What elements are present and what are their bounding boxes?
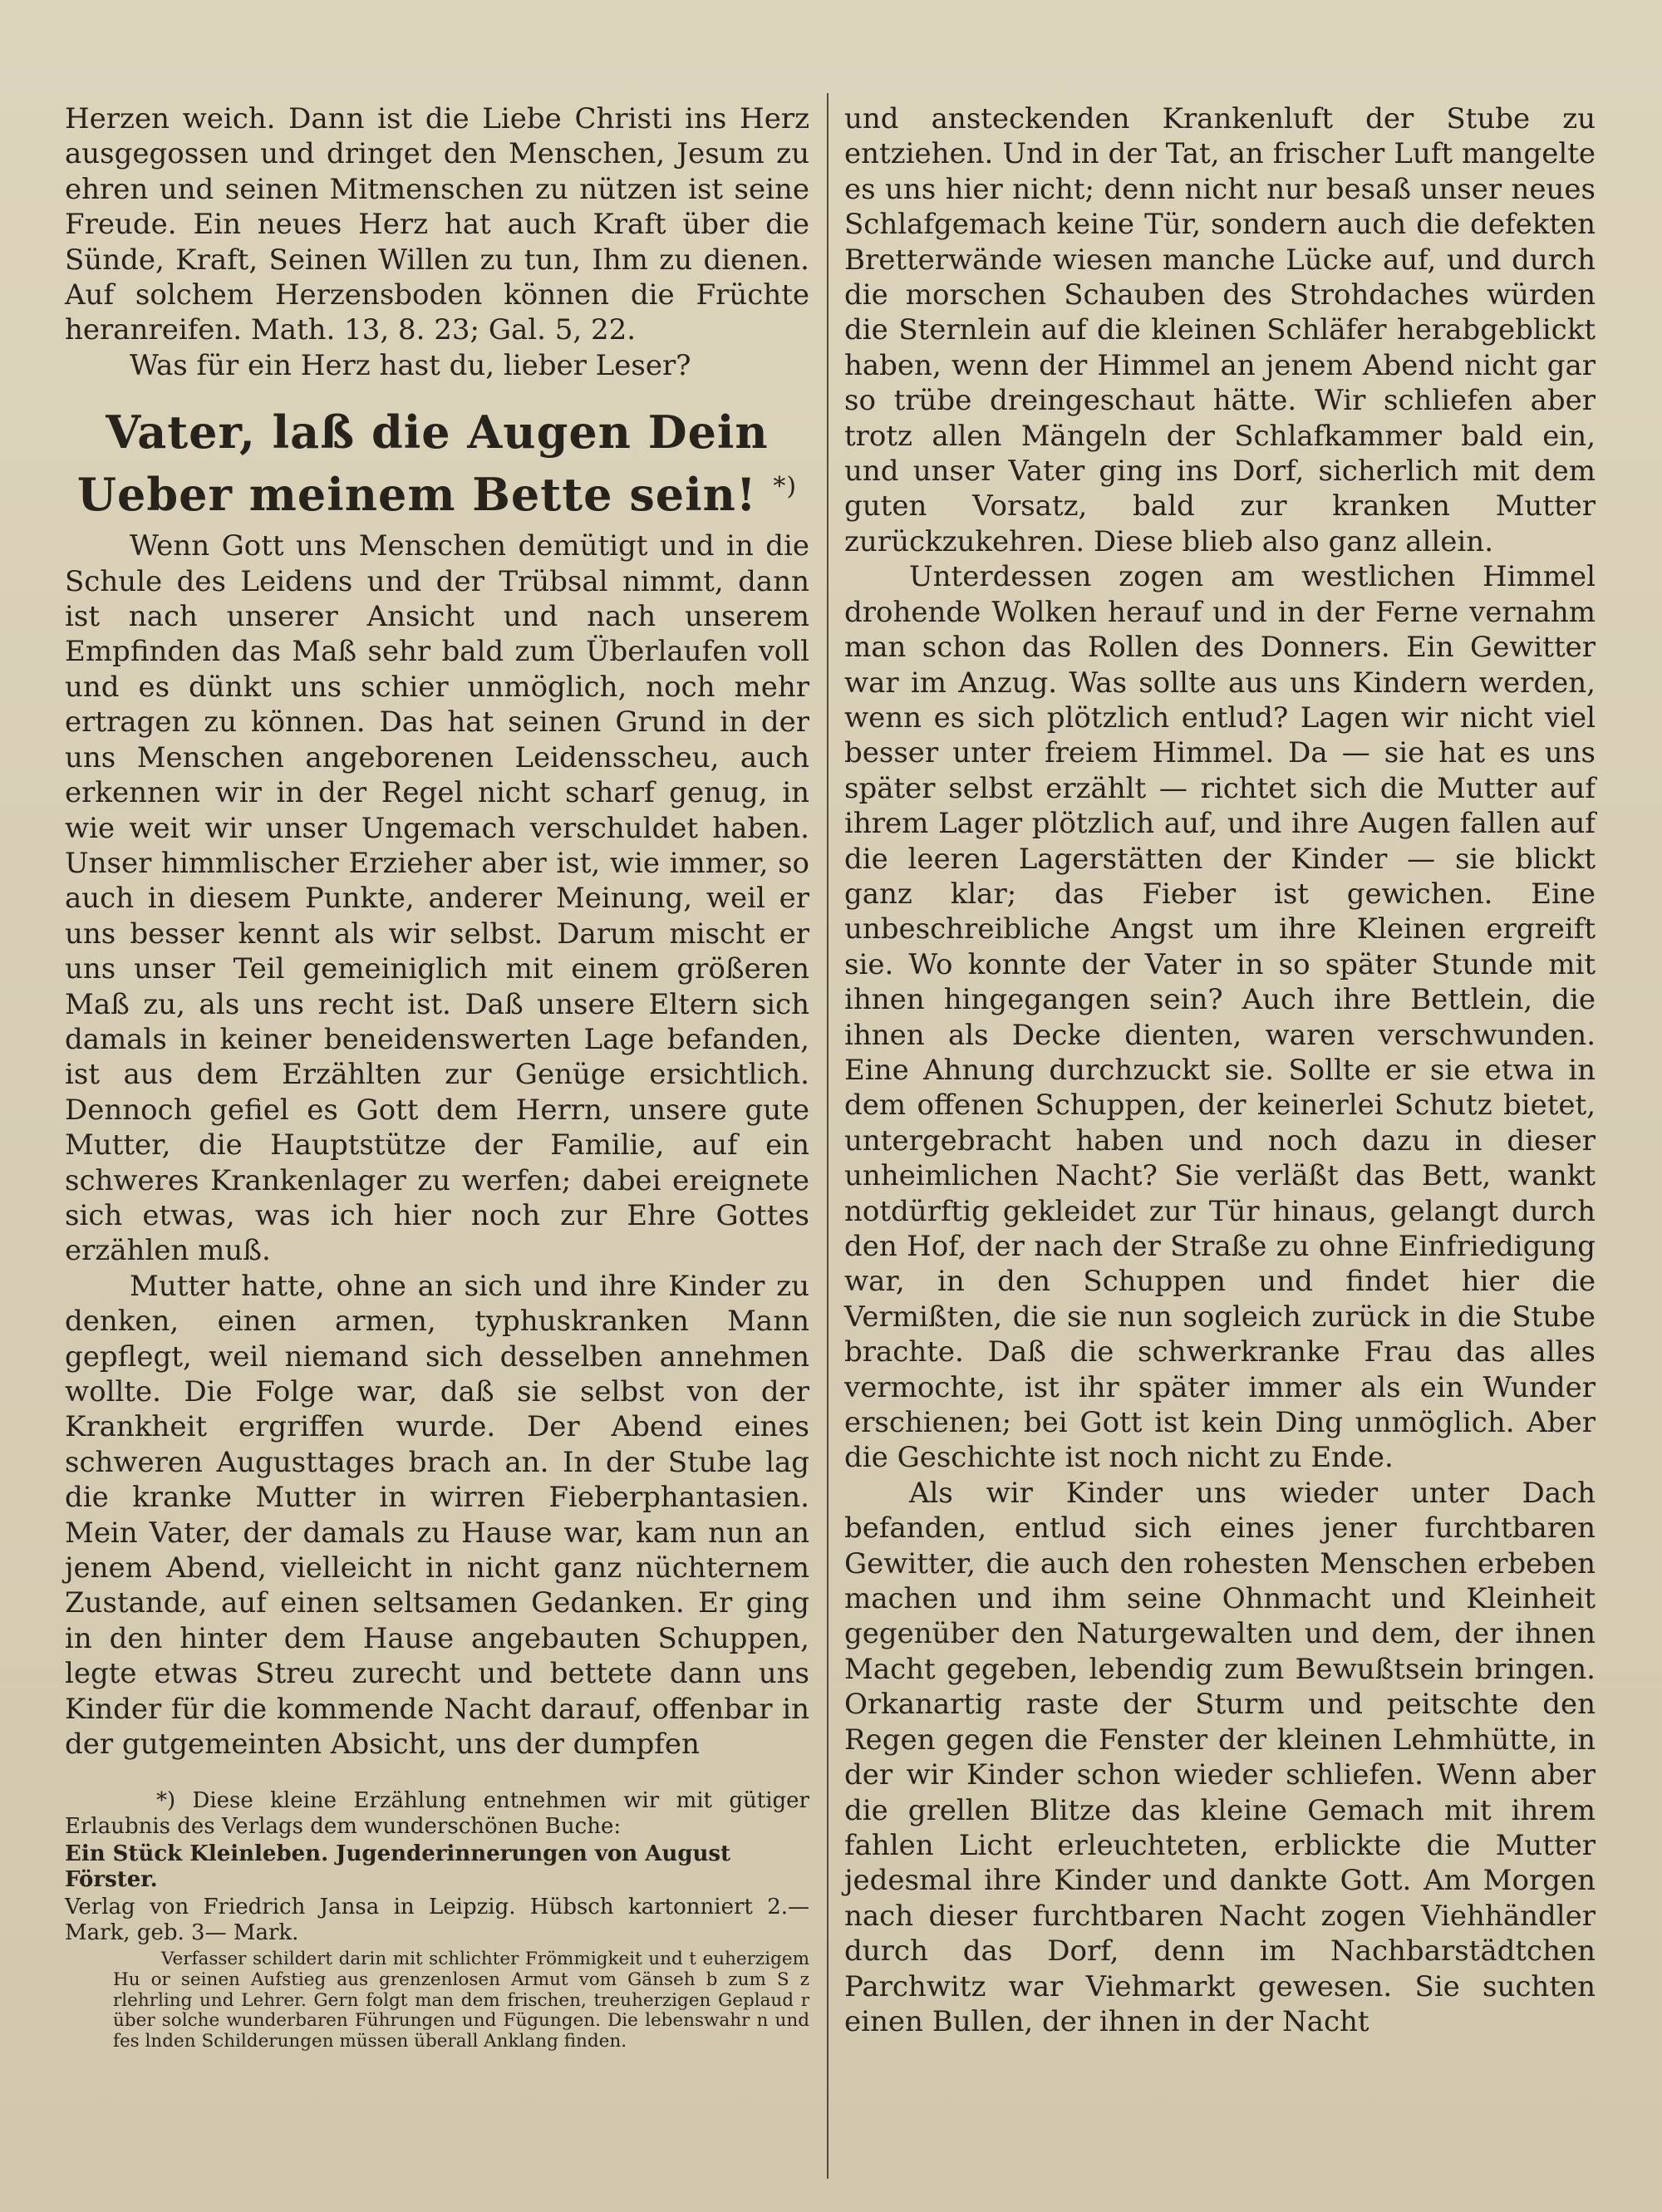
footnote-text: *) Diese kleine Erzählung entnehmen wir mit gütiger Erlaubnis des Verlags dem wunderschönen Buche: bbox=[65, 1788, 809, 1840]
headline-line-2-text: Ueber meinem Bette sein! bbox=[76, 468, 757, 522]
book-review: Verfasser schildert darin mit schlichter Frömmigkeit und t euherzigem Hu or seinen Aufstieg aus grenzenlosen Armut vom Gänseh b zum S z rlehrling und Lehrer. Gern folgt man dem frischen, treuherzigen Geplaud r über solche wunderbaren Führungen und Fügungen. Die lebenswahr n und fes lnden Schilderungen müssen überall Anklang finden. bbox=[113, 1949, 809, 2052]
intro-paragraph: Herzen weich. Dann ist die Liebe Christi ins Herz ausgegossen und dringet den Menschen, Jesum zu ehren und seinen Mitmenschen zu nützen ist seine Freude. Ein neues Herz hat auch Kraft über die Sünde, Kraft, Seinen Willen zu tun, Ihm zu dienen. Auf solchem Herzensboden können die Früchte heranreifen. Math. 13, 8. 23; Gal. 5, 22. bbox=[65, 102, 809, 347]
right-paragraph-1: und ansteckenden Krankenluft der Stube zu entziehen. Und in der Tat, an frischer Luft mangelte es uns hier nicht; denn nicht nur besaß unser neues Schlafgemach keine Tür, sondern auch die defekten Bretterwände wiesen manche Lücke auf, und durch die morschen Schauben des Strohdaches würden die Sternlein auf die kleinen Schläfer herabgeblickt haben, wenn der Himmel an jenem Abend nicht gar so trübe dreingeschaut hätte. Wir schliefen aber trotz allen Mängeln der Schlafkammer bald ein, und unser Vater ging ins Dorf, sicherlich mit dem guten Vorsatz, bald zur kranken Mutter zurückzukehren. Diese blieb also ganz allein. bbox=[844, 102, 1596, 558]
book-title: Ein Stück Kleinleben. Jugenderinnerungen von August Förster. bbox=[65, 1841, 731, 1893]
publisher-info: Verlag von Friedrich Jansa in Leipzig. Hübsch kartonniert 2.— Mark, geb. 3— Mark. bbox=[65, 1895, 809, 1946]
right-column bbox=[844, 101, 1596, 2039]
body-paragraph-1: Wenn Gott uns Menschen demütigt und in die Schule des Leidens und der Trübsal nimmt, dann ist nach unserer Ansicht und nach unserem Empfinden das Maß sehr bald zum Überlaufen voll und es dünkt uns schier unmöglich, noch mehr ertragen zu können. Das hat seinen Grund in der uns Menschen angeborenen Leidensscheu, auch erkennen wir in der Regel nicht scharf genug, in wie weit wir unser Ungemach verschuldet haben. Unser himmlischer Erzieher aber ist, wie immer, so auch in diesem Punkte, anderer Meinung, weil er uns besser kennt als wir selbst. Darum mischt er uns unser Teil gemeiniglich mit einem größeren Maß zu, als uns recht ist. Daß unsere Eltern sich damals in keiner beneidenswerten Lage befanden, ist aus dem Erzählten zur Genüge ersichtlich. Dennoch gefiel es Gott dem Herrn, unsere gute Mutter, die Hauptstütze der Familie, auf ein schweres Krankenlager zu werfen; dabei ereignete sich etwas, was ich hier noch zur Ehre Gottes erzählen muß. bbox=[65, 529, 809, 1268]
body-paragraph-2: Mutter hatte, ohne an sich und ihre Kinder zu denken, einen armen, typhuskranken Mann gepflegt, weil niemand sich desselben annehmen wollte. Die Folge war, daß sie selbst von der Krankheit ergriffen wurde. Der Abend eines schweren Augusttages brach an. In der Stube lag die kranke Mutter in wirren Fieberphantasien. Mein Vater, der damals zu Hause war, kam nun an jenem Abend, vielleicht in nicht ganz nüchternem Zustande, auf einen seltsamen Gedanken. Er ging in den hinter dem Hause angebauten Schuppen, legte etwas Streu zurecht und bettete dann uns Kinder für die kommende Nacht darauf, offenbar in der gutgemeinten Absicht, uns der dumpfen bbox=[65, 1269, 809, 1762]
article-headline bbox=[65, 405, 809, 522]
right-paragraph-3: Als wir Kinder uns wieder unter Dach befanden, entlud sich eines jener furchtbaren Gewitter, die auch den rohesten Menschen erbeben machen und ihm seine Ohnmacht und Kleinheit gegenüber den Naturgewalten und dem, der ihnen Macht gegeben, lebendig zum Bewußtsein bringen. Orkanartig raste der Sturm und peitschte den Regen gegen die Fenster der kleinen Lehmhütte, in der wir Kinder schon wieder schliefen. Wenn aber die grellen Blitze das kleine Gemach mit ihrem fahlen Licht erleuchteten, erblickte die Mutter jedesmal ihre Kinder und dankte Gott. Am Morgen nach dieser furchtbaren Nacht zogen Viehhändler durch das Dorf, denn im Nachbarstädtchen Parchwitz war Viehmarkt gewesen. Sie suchten einen Bullen, der ihnen in der Nacht bbox=[844, 1476, 1596, 2038]
left-column bbox=[65, 101, 809, 2052]
reader-question: Was für ein Herz hast du, lieber Leser? bbox=[130, 348, 691, 382]
headline-line-1: Vater, laß die Augen Dein bbox=[106, 406, 769, 460]
headline-line-2 bbox=[65, 460, 809, 522]
footnote-marker: *) bbox=[773, 472, 798, 502]
column-divider bbox=[827, 93, 829, 2179]
right-paragraph-2: Unterdessen zogen am westlichen Himmel drohende Wolken herauf und in der Ferne vernahm man schon das Rollen des Donners. Ein Gewitter war im Anzug. Was sollte aus uns Kindern werden, wenn es sich plötzlich entlud? Lagen wir nicht viel besser unter freiem Himmel. Da — sie hat es uns später selbst erzählt — richtet sich die Mutter auf ihrem Lager plötzlich auf, und ihre Augen fallen auf die leeren Lagerstätten der Kinder — sie blickt ganz klar; das Fieber ist gewichen. Eine unbeschreibliche Angst um ihre Kleinen ergreift sie. Wo konnte der Vater in so später Stunde mit ihnen hingegangen sein? Auch ihre Bettlein, die ihnen als Decke dienten, waren verschwunden. Eine Ahnung durchzuckt sie. Sollte er sie etwa in dem offenen Schuppen, der keinerlei Schutz bietet, untergebracht haben und noch dazu in dieser unheimlichen Nacht? Sie verläßt das Bett, wankt notdürftig gekleidet zur Tür hinaus, gelangt durch den Hof, der nach der Straße zu ohne Einfriedigung war, in den Schuppen und findet hier die Vermißten, die sie nun sogleich zurück in die Stube brachte. Daß die schwerkranke Frau das alles vermochte, ist ihr später immer als ein Wunder erschienen; bei Gott ist kein Ding unmöglich. Aber die Geschichte ist noch nicht zu Ende. bbox=[844, 560, 1596, 1475]
footnote bbox=[65, 1788, 809, 2052]
